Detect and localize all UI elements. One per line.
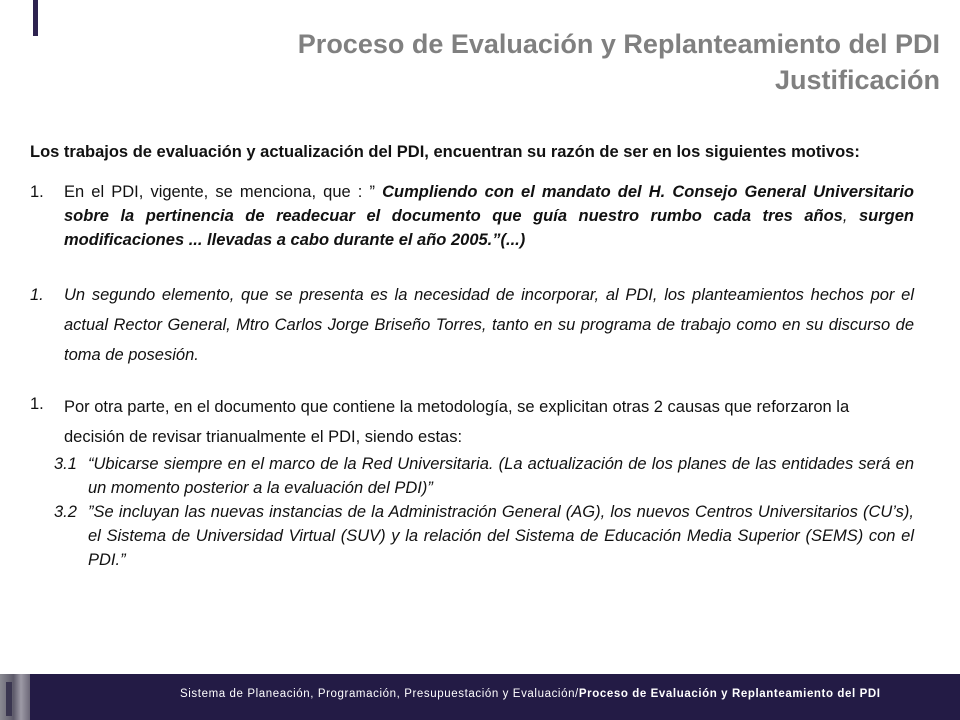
quote-part-a: Cumpliendo con el mandato del H. Consejo General Universitario sobre la pertinencia de readecuar el documento que guía nuestro rumbo cada tres años: [64, 183, 914, 225]
sub-item-text: ”Se incluyan las nuevas instancias de la Administración General (AG), los nuevos Centros Universitarios (CU’s), el Sistema de Universidad Virtual (SUV) y la relación del Sistema de Educación Media Superior (SEMS) con el PDI.”: [88, 503, 914, 569]
list-item-text: Un segundo elemento, que se presenta es la necesidad de incorporar, al PDI, los planteamientos hechos por el actual Rector General, Mtro Carlos Jorge Briseño Torres, tanto en su programa de trabajo como en su discurso de toma de posesión.: [64, 286, 914, 364]
list-item-3: [30, 392, 914, 452]
building-thumbnail-image: [0, 674, 30, 720]
footer-text-bold: Proceso de Evaluación y Replanteamiento del PDI: [578, 688, 881, 700]
sub-item-3-1: [54, 452, 914, 500]
list-number: 1.: [30, 395, 44, 413]
list-item-text: [64, 180, 914, 252]
list-number: 1.: [30, 183, 44, 201]
footer-bar: [0, 674, 960, 720]
item-prefix: En el PDI, vigente, se menciona, que : ”: [64, 183, 383, 201]
quote-part-b: surgen modificaciones ... llevadas a cabo durante el año 2005.”(...): [64, 207, 915, 249]
footer-text: [180, 688, 950, 700]
list-item-2: [30, 280, 914, 370]
title-line-1: Proceso de Evaluación y Replanteamiento del PDI: [297, 29, 940, 59]
footer-text-regular: Sistema de Planeación, Programación, Presupuestación y Evaluación/: [180, 688, 579, 700]
intro-paragraph: Los trabajos de evaluación y actualización del PDI, encuentran su razón de ser en los siguientes motivos:: [30, 143, 860, 161]
quote-separator: ,: [842, 207, 859, 225]
list-item-body: [64, 392, 914, 452]
list-item-text: Por otra parte, en el documento que contiene la metodología, se explicitan otras 2 causas que reforzaron la decisión de revisar trianualmente el PDI, siendo estas:: [64, 398, 850, 446]
list-number: 1.: [30, 286, 44, 304]
sub-number: 3.1: [54, 455, 77, 473]
sub-number: 3.2: [54, 503, 77, 521]
accent-bar: [33, 0, 38, 36]
sub-item-3-2: [54, 500, 914, 572]
slide-title: [160, 26, 940, 98]
list-item-1: [30, 180, 914, 252]
title-line-2: Justificación: [774, 65, 940, 95]
sub-item-text: “Ubicarse siempre en el marco de la Red Universitaria. (La actualización de los planes de las entidades será en un momento posterior a la evaluación del PDI)”: [88, 455, 914, 497]
slide-body: [30, 140, 914, 572]
